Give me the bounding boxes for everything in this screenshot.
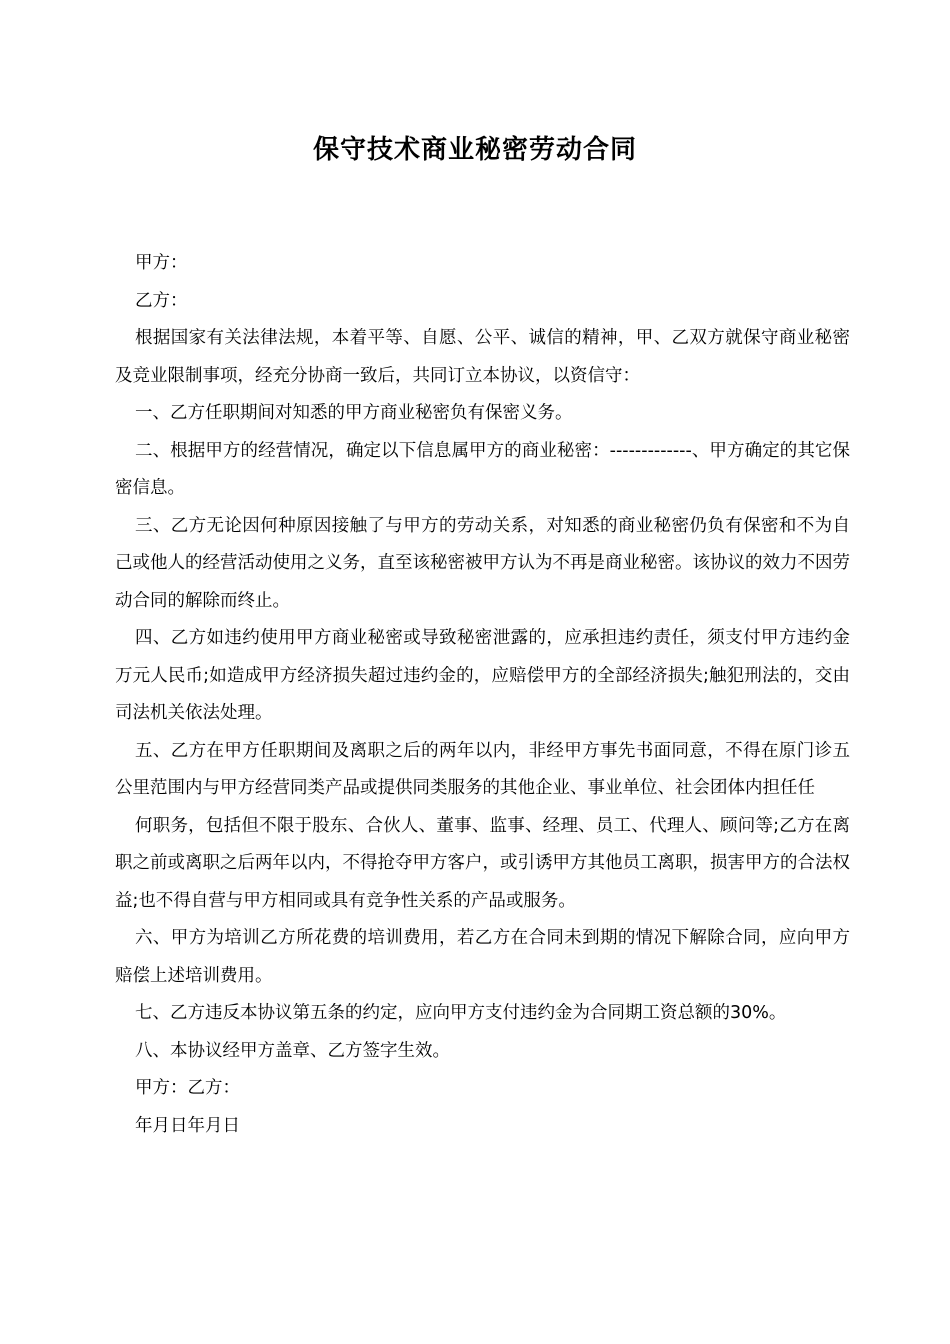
clause-2: 二、根据甲方的经营情况，确定以下信息属甲方的商业秘密：-------------、甲方确定的其它保密信息。: [115, 440, 850, 498]
clause-1: 一、乙方任职期间对知悉的甲方商业秘密负有保密义务。: [135, 403, 573, 423]
document-title: 保守技术商业秘密劳动合同: [312, 135, 637, 165]
preamble-paragraph: 根据国家有关法律法规，本着平等、自愿、公平、诚信的精神，甲、乙双方就保守商业秘密及竞业限制事项，经充分协商一致后，共同订立本协议，以资信守：: [115, 328, 850, 386]
party-a-line: 甲方：: [135, 253, 188, 273]
clause-4: 四、乙方如违约使用甲方商业秘密或导致秘密泄露的，应承担违约责任，须支付甲方违约金万元人民币;如造成甲方经济损失超过违约金的，应赔偿甲方的全部经济损失;触犯刑法的，交由司法机关依法处理。: [115, 628, 850, 723]
clause-7: 七、乙方违反本协议第五条的约定，应向甲方支付违约金为合同期工资总额的30%。: [135, 1003, 787, 1023]
clause-3: 三、乙方无论因何种原因接触了与甲方的劳动关系，对知悉的商业秘密仍负有保密和不为自己或他人的经营活动使用之义务，直至该秘密被甲方认为不再是商业秘密。该协议的效力不因劳动合同的解除而终止。: [115, 515, 850, 611]
document-body: [115, 245, 850, 1145]
clause-8: 八、本协议经甲方盖章、乙方签字生效。: [135, 1040, 450, 1061]
date-line: 年月日年月日: [135, 1115, 240, 1136]
clause-5-continued: 何职务，包括但不限于股东、合伙人、董事、监事、经理、员工、代理人、顾问等;乙方在离职之前或离职之后两年以内，不得抢夺甲方客户，或引诱甲方其他员工离职，损害甲方的合法权益;也不得自营与甲方相同或具有竞争性关系的产品或服务。: [115, 815, 850, 911]
clause-5: 五、乙方在甲方任职期间及离职之后的两年以内，非经甲方事先书面同意，不得在原门诊五公里范围内与甲方经营同类产品或提供同类服务的其他企业、事业单位、社会团体内担任任: [115, 740, 850, 798]
party-b-line: 乙方：: [135, 290, 188, 311]
clause-6: 六、甲方为培训乙方所花费的培训费用，若乙方在合同未到期的情况下解除合同，应向甲方赔偿上述培训费用。: [115, 928, 850, 986]
signature-line: 甲方：乙方：: [135, 1078, 240, 1098]
